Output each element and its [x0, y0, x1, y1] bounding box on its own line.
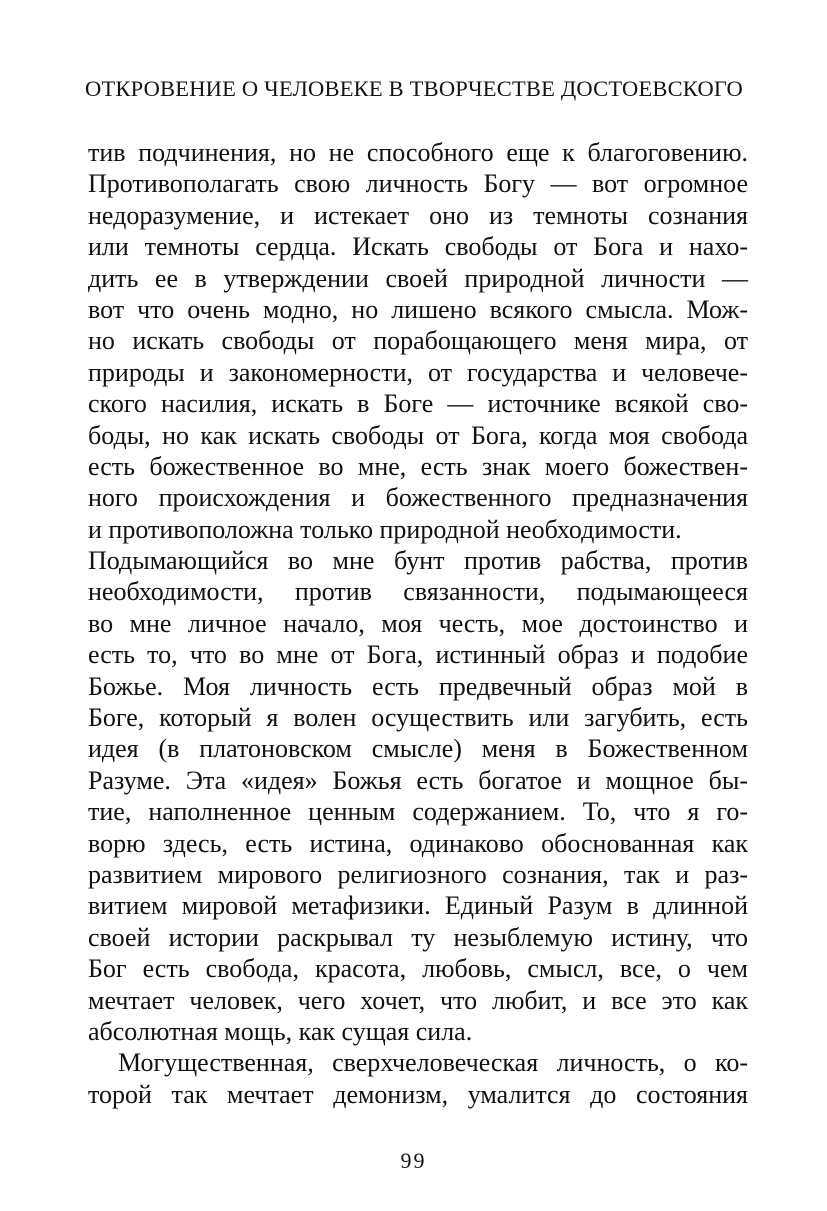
text-line: есть божественное во мне, есть знак моего божествен-: [88, 451, 748, 481]
text-line: торой так мечтает демонизм, умалится до состояния: [88, 1079, 748, 1109]
paragraph-first-line: Могущественная, сверхчеловеческая личность, о ко-: [118, 1048, 748, 1078]
text-line: Бог есть свобода, красота, любовь, смысл, все, о чем: [88, 954, 748, 984]
text-line: идея (в платоновском смысле) меня в Божественном: [88, 734, 748, 764]
text-line: но искать свободы от порабощающего меня мира, от: [88, 326, 748, 356]
text-line: природы и закономерности, от государства и человече-: [88, 357, 748, 387]
text-line: Боге, который я волен осуществить или загубить, есть: [88, 703, 748, 733]
text-line: есть то, что во мне от Бога, истинный образ и подобие: [88, 640, 748, 670]
text-line: Божье. Моя личность есть предвечный образ мой в: [88, 671, 748, 701]
text-line: во мне личное начало, моя честь, мое достоинство и: [88, 608, 748, 638]
text-line: и противоположна только природной необходимости.: [88, 514, 682, 544]
text-line: Разуме. Эта «идея» Божья есть богатое и мощное бы-: [88, 765, 748, 795]
text-line: тив подчинения, но не способного еще к благоговению.: [88, 138, 748, 167]
text-line: витием мировой метафизики. Единый Разум в длинной: [88, 891, 748, 921]
text-line: Подымающийся во мне бунт против рабства, против: [88, 546, 748, 576]
running-head: ОТКРОВЕНИЕ О ЧЕЛОВЕКЕ В ТВОРЧЕСТВЕ ДОСТОЕВСКОГО: [85, 76, 743, 101]
page-number: 99: [400, 1148, 427, 1173]
text-line: ского насилия, искать в Боге — источнике всякой сво-: [88, 389, 748, 419]
text-line: развитием мирового религиозного сознания, так и раз-: [88, 859, 748, 889]
text-line: Противополагать свою личность Богу — вот огромное: [88, 169, 748, 199]
text-line: дить ее в утверждении своей природной личности —: [88, 263, 748, 293]
text-line: вот что очень модно, но лишено всякого смысла. Мож-: [88, 294, 748, 324]
text-line: абсолютная мощь, как сущая сила.: [88, 1016, 473, 1046]
text-line: ного происхождения и божественного предназначения: [88, 483, 748, 513]
text-line: тие, наполненное ценным содержанием. То, что я го-: [88, 797, 748, 827]
body-text: [88, 137, 748, 1110]
text-line: боды, но как искать свободы от Бога, когда моя свобода: [88, 420, 748, 450]
text-line: ворю здесь, есть истина, одинаково обоснованная как: [88, 828, 748, 858]
text-line: необходимости, против связанности, подымающееся: [88, 577, 748, 607]
text-line: своей истории раскрывал ту незыблемую истину, что: [88, 922, 748, 952]
text-line: недоразумение, и истекает оно из темноты сознания: [88, 200, 748, 230]
text-line: мечтает человек, чего хочет, что любит, и все это как: [88, 985, 748, 1015]
text-line: или темноты сердца. Искать свободы от Бога и нахо-: [88, 232, 748, 262]
